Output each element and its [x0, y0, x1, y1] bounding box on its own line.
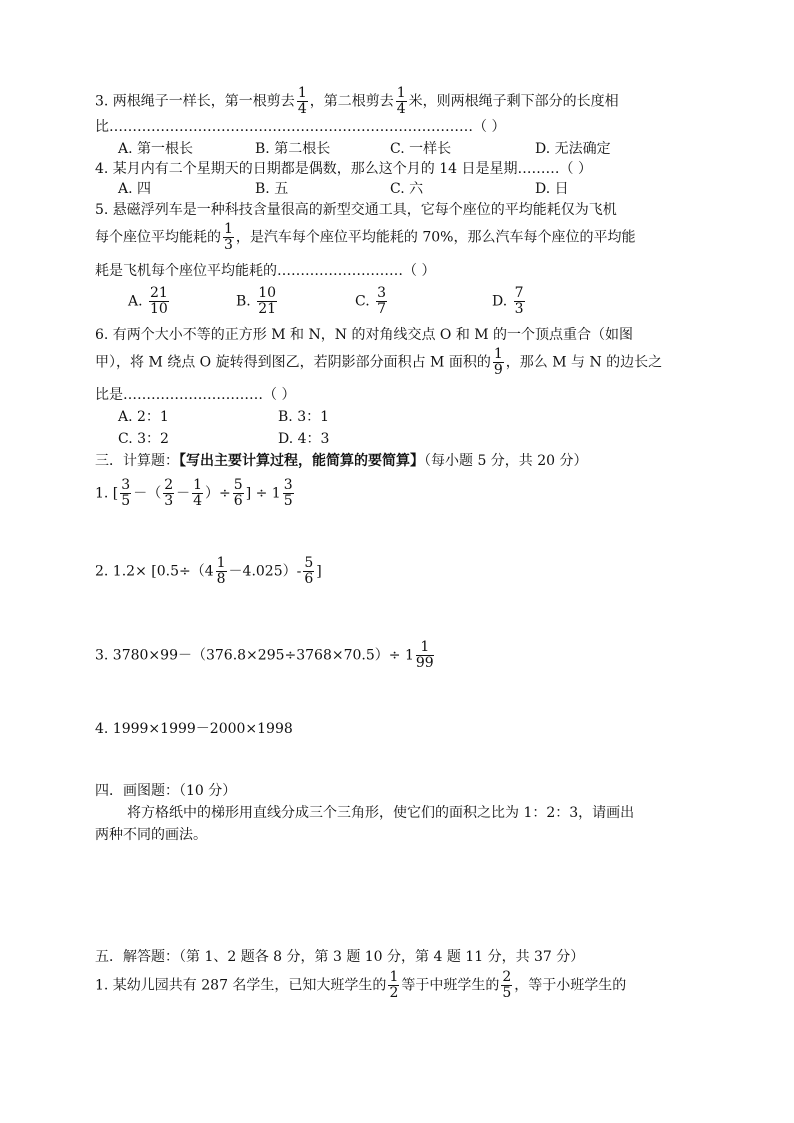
q4-option-b: B. 五 — [255, 181, 289, 197]
q6-line2: 甲），将 M 绕点 O 旋转得到图乙，若阴影部分面积占 M 面积的 $\frac{1}{9}$ ，那么 M 与 N 的边长之 — [95, 346, 663, 378]
q6-option-b: B. 3：1 — [278, 409, 330, 425]
q4-option-c: C. 六 — [390, 181, 424, 197]
q6-line1: 6. 有两个大小不等的正方形 M 和 N，N 的对角线交点 O 和 M 的一个顶点重合（如图 — [95, 327, 634, 343]
calc-2: 2. 1.2× [0.5÷（4 $\frac{1}{8}$ －4.025）- $\frac{5}{6}$ ] — [95, 555, 322, 587]
fraction: $\frac{1}{4}$ — [396, 85, 406, 117]
q6-line3: 比是…………………………（ ） — [95, 387, 296, 403]
q5-option-a: A. $\frac{21}{10}$ — [128, 285, 168, 317]
q3-line1: 3. 两根绳子一样长，第一根剪去 $\frac{1}{4}$ ，第二根剪去 $\frac{1}{4}$ 米，则两根绳子剩下部分的长度相 — [95, 85, 619, 117]
q5-line1: 5. 悬磁浮列车是一种科技含量很高的新型交通工具，它每个座位的平均能耗仅为飞机 — [95, 202, 617, 218]
q4-option-d: D. 日 — [535, 181, 569, 197]
q6-option-c: C. 3：2 — [118, 431, 169, 447]
q3-option-c: C. 一样长 — [390, 141, 452, 157]
q3-option-b: B. 第二根长 — [255, 141, 331, 157]
q5-option-b: B. $\frac{10}{21}$ — [236, 285, 277, 317]
q5-option-c: C. $\frac{3}{7}$ — [355, 285, 387, 317]
calc-1: 1. [ $\frac{3}{5}$ －（ $\frac{2}{3}$ － $\frac{1}{4}$ ）÷ $\frac{5}{6}$ ] ÷ 1 $\frac{3}{5}$ — [95, 477, 293, 509]
q4-option-a: A. 四 — [118, 181, 152, 197]
fraction: $\frac{1}{4}$ — [297, 85, 307, 117]
q4-text: 4. 某月内有二个星期天的日期都是偶数，那么这个月的 14 日是星期………（ ） — [95, 161, 592, 177]
section-4-heading: 四．画图题：（10 分） — [95, 783, 237, 799]
fraction: $\frac{1}{3}$ — [224, 221, 233, 253]
fraction: $\frac{1}{9}$ — [493, 346, 503, 378]
q5-line2: 每个座位平均能耗的 $\frac{1}{3}$ ，是汽车每个座位平均能耗的 70%，那么汽车每个座位的平均能 — [95, 221, 636, 253]
q6-option-d: D. 4：3 — [278, 431, 330, 447]
q3-option-a: A. 第一根长 — [118, 141, 194, 157]
q3-line2: 比……………………………………………………………………（ ） — [95, 119, 506, 135]
problem-1: 1. 某幼儿园共有 287 名学生，已知大班学生的 $\frac{1}{2}$ 等于中班学生的 $\frac{2}{5}$ ，等于小班学生的 — [95, 969, 627, 1001]
section-5-heading: 五．解答题：（第 1、2 题各 8 分，第 3 题 10 分，第 4 题 11 分，共 37 分） — [95, 949, 585, 965]
q5-option-d: D. $\frac{7}{3}$ — [492, 285, 524, 317]
calc-3: 3. 3780×99－（376.8×295÷3768×70.5）÷ 1 $\frac{1}{99}$ — [95, 639, 434, 671]
section-4-line2: 两种不同的画法。 — [95, 827, 207, 843]
calc-4: 4. 1999×1999－2000×1998 — [95, 721, 293, 737]
section-4-line1: 将方格纸中的梯形用直线分成三个三角形，使它们的面积之比为 1：2：3，请画出 — [127, 805, 635, 821]
q3-option-d: D. 无法确定 — [535, 141, 611, 157]
q5-line3: 耗是飞机每个座位平均能耗的………………………（ ） — [95, 263, 436, 279]
q6-option-a: A. 2：1 — [118, 409, 169, 425]
section-3-heading: 三．计算题：【写出主要计算过程，能简算的要简算】（每小题 5 分，共 20 分） — [95, 453, 588, 469]
